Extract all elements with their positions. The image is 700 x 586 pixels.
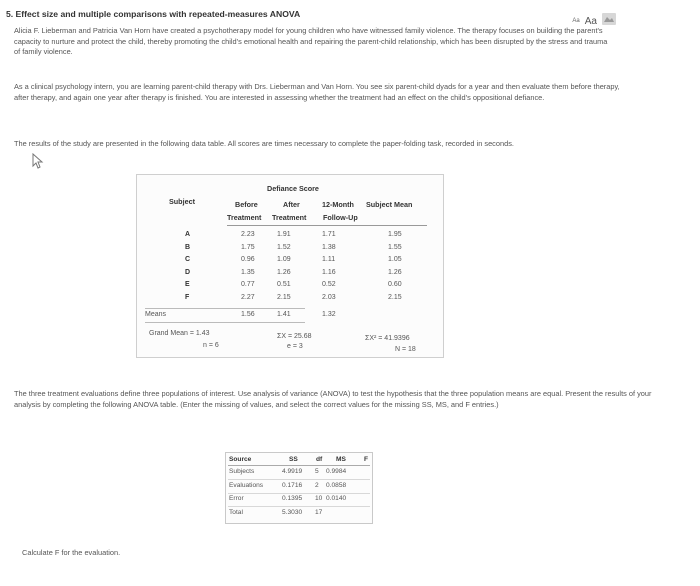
mean-followup: 1.32 xyxy=(322,311,336,318)
anova-header-f: F xyxy=(364,456,369,463)
page-title: 5. Effect size and multiple comparisons with repeated-measures ANOVA xyxy=(6,9,301,19)
means-label: Means xyxy=(145,311,167,318)
data-cell-followup: 0.52 xyxy=(322,281,336,288)
data-cell-subject: F xyxy=(185,293,190,301)
grand-mean: Grand Mean = 1.43 xyxy=(149,330,210,337)
anova-table xyxy=(225,452,373,524)
data-cell-mean: 2.15 xyxy=(388,293,402,301)
intro-paragraph: Alicia F. Lieberman and Patricia Van Horn have created a psychotherapy model for young children who have witnessed family violence. The therapy focuses on building the parent's capacity to nurture and protect the child, thereby promoting the child's emotional health and repairing the parent-child relationship, which has been disrupted by the stress and trauma of family violence. xyxy=(14,26,608,56)
col-before-header: Before xyxy=(235,200,258,209)
anova-cell-df: 17 xyxy=(315,508,323,516)
data-cell-after: 1.26 xyxy=(277,268,291,276)
anova-cell-df: 10 xyxy=(315,495,323,502)
anova-cell-ms: 0.0858 xyxy=(326,481,347,489)
data-cell-after: 1.52 xyxy=(277,243,291,251)
col-subject-header: Subject xyxy=(169,197,195,206)
data-cell-before: 1.75 xyxy=(241,243,255,251)
N-label: N = 18 xyxy=(395,346,416,353)
anova-cell-ms: 0.0140 xyxy=(326,495,347,502)
data-cell-before: 2.23 xyxy=(241,231,255,238)
anova-cell-ms: 0.9984 xyxy=(326,468,347,475)
anova-cell-ss: 5.3030 xyxy=(282,508,303,516)
anova-header-source: Source xyxy=(229,456,252,463)
data-cell-followup: 1.11 xyxy=(322,256,336,263)
data-cell-before: 0.77 xyxy=(241,281,255,288)
data-cell-mean: 1.26 xyxy=(388,268,402,276)
col-followup-header: 12-Month xyxy=(322,200,354,209)
increase-font-button[interactable]: Aa xyxy=(584,15,597,27)
data-cell-after: 0.51 xyxy=(277,281,291,288)
e-label: e = 3 xyxy=(287,343,303,350)
data-cell-subject: A xyxy=(185,231,191,238)
context-paragraph: As a clinical psychology intern, you are learning parent-child therapy with Drs. Lieberman and Van Horn. You see six parent-child dyads for a year and then evaluate them before therapy, after therapy, and again one year after therapy is finished. You are interested in assessing whether the treatment had an effect on the child's oppositional defiance. xyxy=(14,82,620,102)
anova-cell-ss: 0.1395 xyxy=(282,495,303,502)
question-prompt: Calculate F for the evaluation. xyxy=(22,548,121,557)
data-cell-subject: E xyxy=(185,281,190,288)
col-followup-header-2: Follow-Up xyxy=(323,213,358,222)
data-cell-mean: 1.05 xyxy=(388,256,402,263)
anova-cell-source: Evaluations xyxy=(229,481,264,489)
group-header: Defiance Score xyxy=(267,184,319,193)
anova-header-ms: MS xyxy=(336,456,346,463)
anova-cell-ss: 0.1716 xyxy=(282,481,303,489)
data-cell-subject: B xyxy=(185,243,191,251)
anova-cell-source: Error xyxy=(229,495,244,502)
sum-x: ΣX = 25.68 xyxy=(277,333,312,340)
decrease-font-button[interactable]: Aa xyxy=(572,18,580,24)
data-cell-subject: C xyxy=(185,256,191,263)
data-cell-before: 0.96 xyxy=(241,256,255,263)
col-before-header-2: Treatment xyxy=(227,213,262,222)
anova-cell-source: Total xyxy=(229,508,243,516)
mean-before: 1.56 xyxy=(241,311,255,318)
results-intro-paragraph: The results of the study are presented in the following data table. All scores are times necessary to complete the paper-folding task, recorded in seconds. xyxy=(14,139,514,148)
data-table xyxy=(136,174,444,358)
n-label: n = 6 xyxy=(203,342,219,349)
pointer-cursor-icon xyxy=(30,153,46,169)
data-cell-mean: 1.55 xyxy=(388,243,402,251)
data-cell-followup: 1.71 xyxy=(322,231,336,238)
data-cell-mean: 1.95 xyxy=(388,231,402,238)
anova-header-ss: SS xyxy=(289,456,298,463)
data-cell-after: 2.15 xyxy=(277,293,291,301)
anova-cell-source: Subjects xyxy=(229,468,255,475)
data-cell-before: 2.27 xyxy=(241,293,255,301)
mean-after: 1.41 xyxy=(277,311,291,318)
anova-cell-df: 5 xyxy=(315,468,319,475)
col-subject-mean-header: Subject Mean xyxy=(366,200,413,209)
anova-cell-df: 2 xyxy=(315,481,319,489)
data-cell-followup: 1.16 xyxy=(322,268,336,276)
anova-header-df: df xyxy=(316,456,323,463)
data-cell-after: 1.09 xyxy=(277,256,291,263)
col-after-header: After xyxy=(283,200,300,209)
data-cell-after: 1.91 xyxy=(277,231,291,238)
anova-instructions: The three treatment evaluations define three populations of interest. Use analysis of variance (ANOVA) to test the hypothesis that the three population means are equal. Present the results of your analysis by completing the following ANOVA table. (Enter the missing of values, and select the correct values for the missing SS, MS, and F entries.) xyxy=(14,389,652,409)
anova-cell-ss: 4.9919 xyxy=(282,468,303,475)
data-cell-subject: D xyxy=(185,268,191,276)
data-cell-mean: 0.60 xyxy=(388,281,402,288)
sum-x-squared: ΣX² = 41.9396 xyxy=(365,335,410,342)
col-after-header-2: Treatment xyxy=(272,213,307,222)
data-cell-before: 1.35 xyxy=(241,268,255,276)
data-cell-followup: 2.03 xyxy=(322,293,336,301)
data-cell-followup: 1.38 xyxy=(322,243,336,251)
